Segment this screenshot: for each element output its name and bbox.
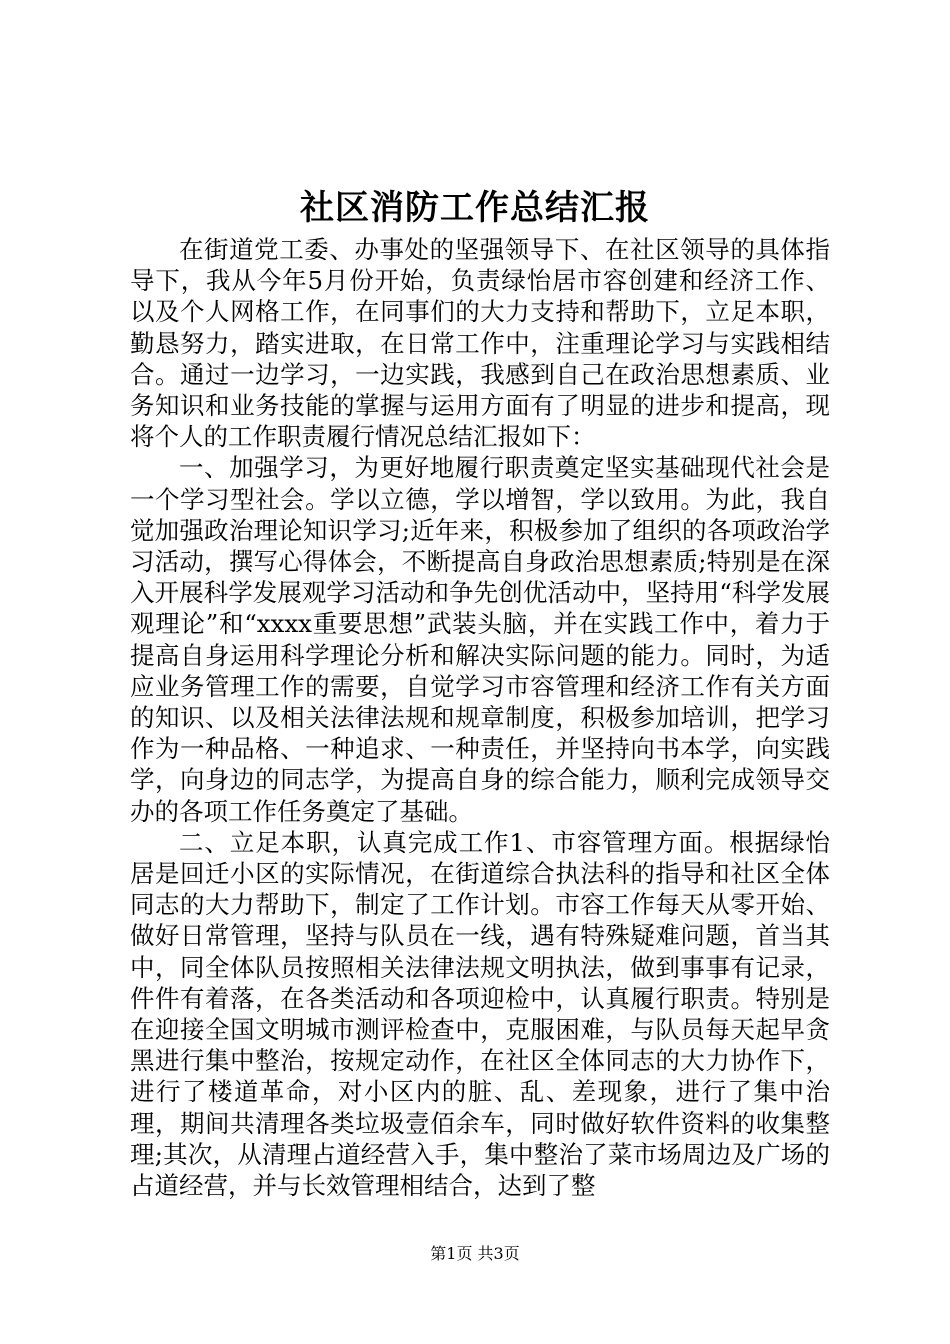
paragraph-section-2: 二、立足本职，认真完成工作1、市容管理方面。根据绿怡居是回迁小区的实际情况，在街道综合执法科的指导和社区全体同志的大力帮助下，制定了工作计划。市容工作每天从零开始、做好日常管理，坚持与队员在一线，遇有特殊疑难问题，首当其中，同全体队员按照相关法律法规文明执法，做到事事有记录，件件有着落，在各类活动和各项迎检中，认真履行职责。特别是在迎接全国文明城市测评检查中，克服困难，与队员每天起早贪黑进行集中整治，按规定动作，在社区全体同志的大力协作下，进行了楼道革命，对小区内的脏、乱、差现象，进行了集中治理，期间共清理各类垃圾壹佰余车，同时做好软件资料的收集整理;其次，从清理占道经营入手，集中整治了菜市场周边及广场的占道经营，并与长效管理相结合，达到了整: [130, 827, 830, 1201]
paragraph-section-1: 一、加强学习，为更好地履行职责奠定坚实基础现代社会是一个学习型社会。学以立德，学以增智，学以致用。为此，我自觉加强政治理论知识学习;近年来，积极参加了组织的各项政治学习活动，撰写心得体会，不断提高自身政治思想素质;特别是在深入开展科学发展观学习活动和争先创优活动中，坚持用“科学发展观理论”和“xxxx重要思想”武装头脑，并在实践工作中，着力于提高自身运用科学理论分析和解决实际问题的能力。同时，为适应业务管理工作的需要，自觉学习市容管理和经济工作有关方面的知识、以及相关法律法规和规章制度，积极参加培训，把学习作为一种品格、一种追求、一种责任，并坚持向书本学，向实践学，向身边的同志学，为提高自身的综合能力，顺利完成领导交办的各项工作任务奠定了基础。: [130, 453, 830, 826]
page-number: 第1页 共3页: [430, 1244, 520, 1263]
document-body: [130, 234, 830, 1201]
document-title: 社区消防工作总结汇报: [300, 188, 650, 228]
paragraph-intro: 在街道党工委、办事处的坚强领导下、在社区领导的具体指导下，我从今年5月份开始，负责绿怡居市容创建和经济工作、以及个人网格工作，在同事们的大力支持和帮助下，立足本职，勤恳努力，踏实进取，在日常工作中，注重理论学习与实践相结合。通过一边学习，一边实践，我感到自己在政治思想素质、业务知识和业务技能的掌握与运用方面有了明显的进步和提高，现将个人的工作职责履行情况总结汇报如下：: [130, 235, 830, 452]
